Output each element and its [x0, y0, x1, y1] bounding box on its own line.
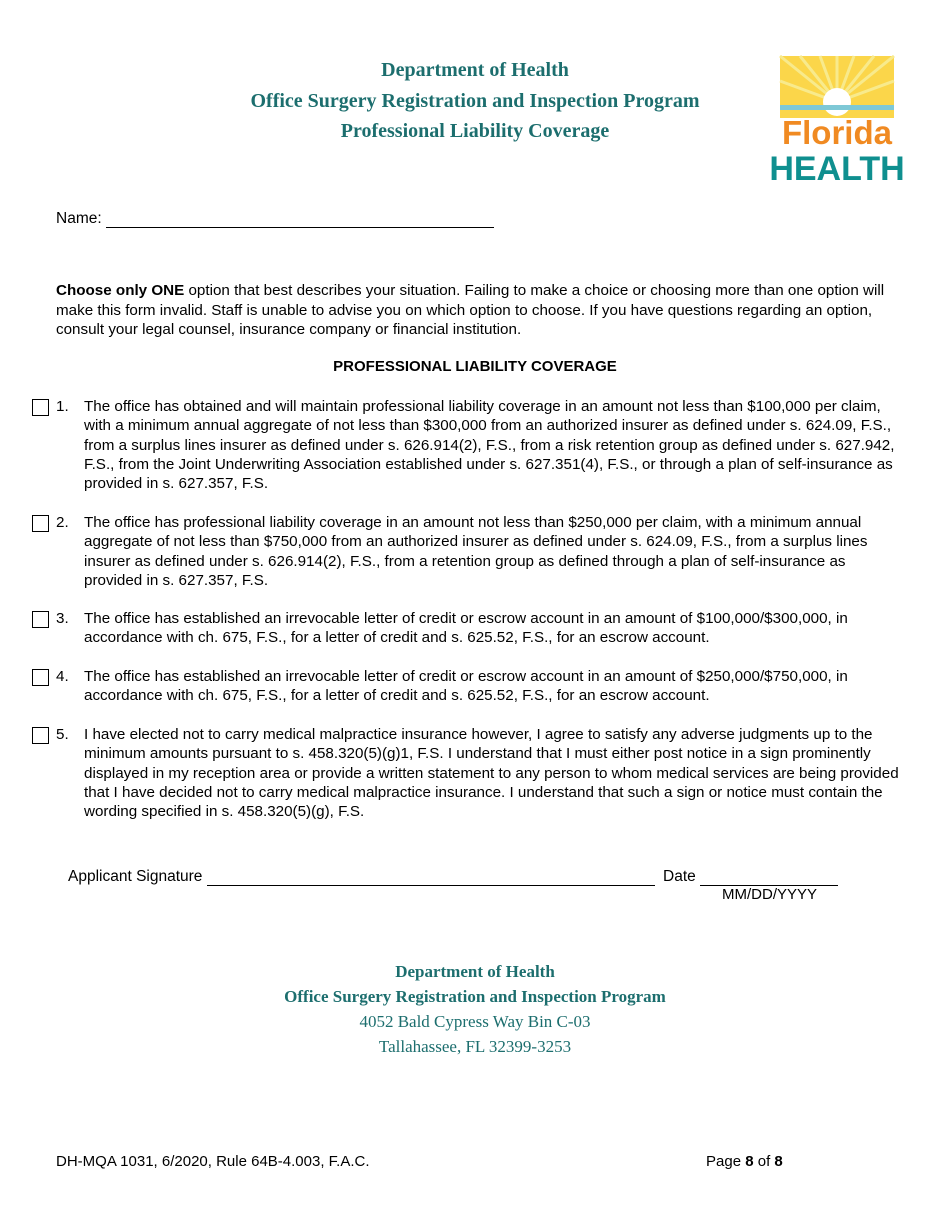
signature-label: Applicant Signature: [68, 868, 203, 885]
option-text: The office has established an irrevocable letter of credit or escrow account in an amount of $250,000/$750,000, in accordance with ch. 675, F.S., for a letter of credit and s. 625.52, F.S., for an escrow account.: [84, 668, 848, 705]
logo-word-florida: Florida: [781, 114, 893, 151]
header-form-title: Professional Liability Coverage: [340, 120, 610, 142]
option-1-checkbox[interactable]: [32, 399, 49, 416]
signature-row: [68, 868, 838, 886]
page-total: 8: [774, 1153, 783, 1170]
section-title: PROFESSIONAL LIABILITY COVERAGE: [333, 358, 617, 375]
date-label: Date: [663, 868, 696, 885]
page-indicator: [706, 1153, 783, 1170]
name-label: Name:: [56, 210, 102, 227]
page-of: of: [757, 1153, 771, 1170]
page-label: Page: [706, 1153, 742, 1170]
instructions-bold: Choose only ONE: [56, 282, 185, 299]
option-2: [32, 513, 902, 590]
footer-dept: Department of Health: [395, 962, 555, 981]
florida-health-logo: [769, 56, 905, 188]
option-4: [32, 667, 902, 706]
option-number: 4.: [56, 668, 69, 685]
option-5: [32, 725, 902, 821]
logo-word-health: HEALTH: [769, 150, 905, 188]
name-row: [56, 210, 494, 228]
instructions-text: option that best describes your situation. Failing to make a choice or choosing more than one option will make this form invalid. Staff is unable to advise you on which option to choose. If you have questions regarding an option, consult your legal counsel, insurance company or financial institution.: [56, 282, 885, 338]
name-field[interactable]: [106, 211, 494, 228]
option-text: The office has obtained and will maintain professional liability coverage in an amount not less than $100,000 per claim, with a minimum annual aggregate of not less than $300,000 from an authorized insurer as defined under s. 624.09, F.S., from a surplus lines insurer as defined under s. 626.914(2), F.S., from a risk retention group as defined under s. 627.942, F.S., from the Joint Underwriting Association established under s. 627.351(4), F.S., or through a plan of self-insurance as provided in s. 627.357, F.S.: [84, 398, 895, 493]
header-dept: Department of Health: [381, 59, 569, 81]
option-text: I have elected not to carry medical malpractice insurance however, I agree to satisfy any adverse judgments up to the minimum amounts pursuant to s. 458.320(5)(g)1, F.S. I understand that I must either post notice in a sign prominently displayed in my reception area or provide a written statement to any person to whom medical services are being provided that I have decided not to carry medical malpractice insurance. I understand that such a sign or notice must contain the wording specified in s. 458.320(5)(g), F.S.: [84, 726, 899, 821]
footer-street: 4052 Bald Cypress Way Bin C-03: [359, 1012, 591, 1031]
option-number: 5.: [56, 726, 69, 743]
option-number: 1.: [56, 398, 69, 415]
option-3: [32, 609, 902, 648]
footer-city: Tallahassee, FL 32399-3253: [378, 1037, 572, 1056]
date-format-hint: MM/DD/YYYY: [722, 886, 818, 903]
date-field[interactable]: [700, 869, 838, 886]
option-3-checkbox[interactable]: [32, 611, 49, 628]
option-text: The office has established an irrevocable letter of credit or escrow account in an amount of $100,000/$300,000, in accordance with ch. 675, F.S., for a letter of credit and s. 625.52, F.S., for an escrow account.: [84, 610, 848, 647]
sun-rays-icon: [769, 56, 905, 188]
option-text: The office has professional liability coverage in an amount not less than $250,000 per claim, with a minimum annual aggregate of not less than $750,000 from an authorized insurer as defined under s. 624.09, F.S., from a surplus lines insurer as defined under s. 626.914(2), F.S., from a retention group as defined through a plan of self-insurance as provided in s. 627.357, F.S.: [84, 514, 868, 589]
option-4-checkbox[interactable]: [32, 669, 49, 686]
header-program: Office Surgery Registration and Inspection Program: [250, 90, 700, 112]
instructions: [56, 281, 901, 340]
page-current: 8: [745, 1153, 754, 1170]
option-5-checkbox[interactable]: [32, 727, 49, 744]
form-id: DH-MQA 1031, 6/2020, Rule 64B-4.003, F.A.C.: [56, 1153, 370, 1170]
option-number: 2.: [56, 514, 69, 531]
signature-field[interactable]: [207, 869, 655, 886]
option-2-checkbox[interactable]: [32, 515, 49, 532]
option-number: 3.: [56, 610, 69, 627]
option-1: [32, 397, 902, 493]
footer-program: Office Surgery Registration and Inspection Program: [284, 987, 666, 1006]
